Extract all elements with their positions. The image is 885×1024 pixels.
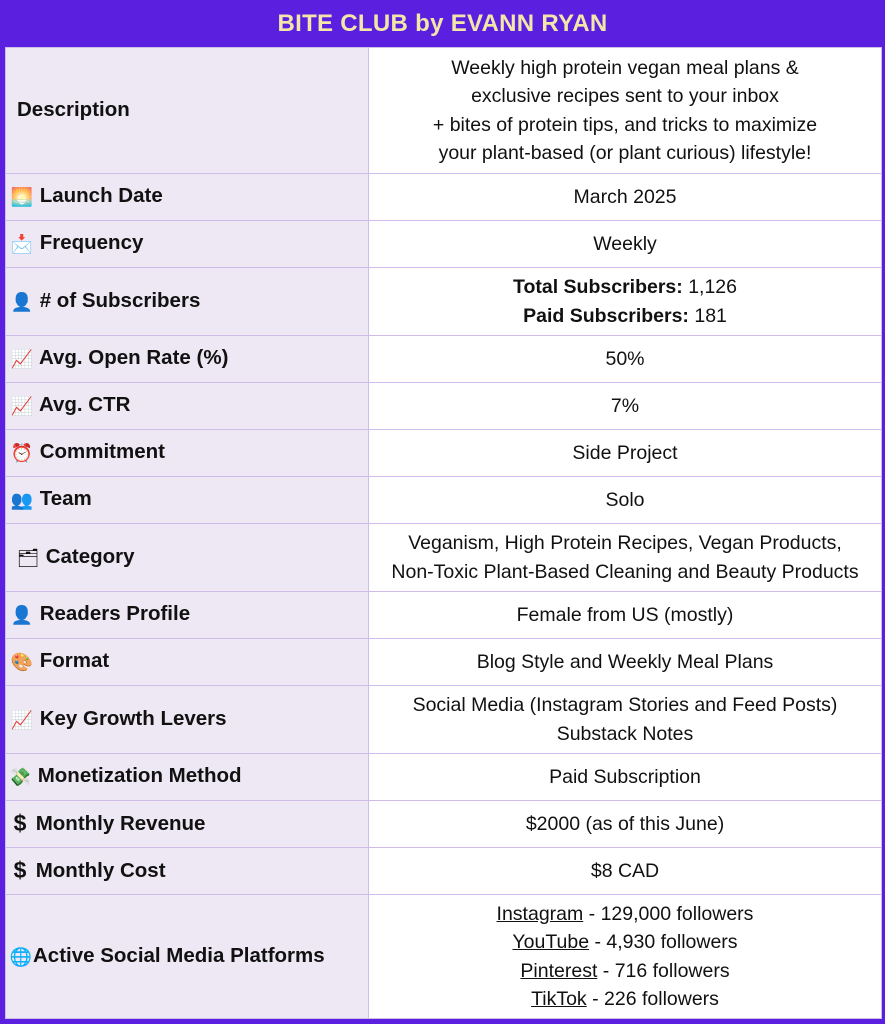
row-monthly-cost	[6, 848, 882, 895]
label-cell	[6, 430, 369, 477]
row-social-platforms	[6, 895, 882, 1019]
palette-icon: 🎨	[10, 652, 34, 673]
value-cell: March 2025	[369, 174, 882, 221]
label-cell	[6, 383, 369, 430]
total-subscribers-key: Total Subscribers:	[513, 276, 683, 298]
growth-lever-line: Substack Notes	[556, 722, 694, 745]
dollar-sign-icon: $	[13, 810, 27, 837]
row-label: Monetization Method	[37, 764, 242, 788]
platform-line	[369, 985, 881, 1014]
value-cell	[369, 524, 882, 592]
inbox-envelope-icon: 📩	[10, 234, 34, 255]
label-cell	[6, 592, 369, 639]
row-label: Avg. Open Rate (%)	[38, 346, 229, 370]
row-label: Avg. CTR	[38, 393, 131, 417]
row-monetization	[6, 754, 882, 801]
row-label: Launch Date	[39, 184, 163, 208]
row-label: Monthly Revenue	[35, 812, 206, 836]
value-cell	[369, 48, 882, 174]
row-open-rate	[6, 336, 882, 383]
sunrise-icon: 🌅	[10, 187, 34, 208]
total-subscribers	[369, 273, 881, 302]
platform-followers: - 716 followers	[597, 959, 730, 982]
label-cell	[6, 477, 369, 524]
value-cell: Side Project	[369, 430, 882, 477]
value-cell: Blog Style and Weekly Meal Plans	[369, 639, 882, 686]
label-cell	[6, 686, 369, 754]
description-line: Weekly high protein vegan meal plans &	[451, 56, 799, 79]
paid-subscribers-key: Paid Subscribers:	[523, 304, 689, 327]
instagram-link[interactable]: Instagram	[496, 902, 584, 925]
page-title: BITE CLUB by EVANN RYAN	[277, 9, 608, 37]
description-line: exclusive recipes sent to your inbox	[471, 85, 779, 107]
paid-subscribers-value: 181	[694, 304, 727, 327]
paid-subscribers	[369, 302, 881, 331]
label-cell	[6, 48, 369, 174]
row-category	[6, 524, 882, 592]
value-cell	[369, 895, 882, 1019]
row-label: Monthly Cost	[35, 859, 166, 883]
chart-increasing-icon: 📈	[10, 396, 34, 417]
platform-followers: - 226 followers	[586, 988, 719, 1010]
description-line: + bites of protein tips, and tricks to maximize	[432, 113, 818, 136]
label-cell	[6, 848, 369, 895]
folder-icon: 🗂	[16, 547, 40, 568]
row-commitment	[6, 430, 882, 477]
label-cell	[6, 524, 369, 592]
row-ctr	[6, 383, 882, 430]
person-icon: 👤	[10, 605, 34, 626]
row-subscribers	[6, 268, 882, 336]
row-label: Readers Profile	[39, 602, 191, 626]
platform-followers: - 129,000 followers	[583, 902, 754, 925]
value-cell: Paid Subscription	[369, 754, 882, 801]
row-label: Commitment	[39, 440, 165, 464]
money-with-wings-icon: 💸	[8, 767, 32, 788]
globe-icon: 🌐	[9, 946, 33, 967]
label-cell	[6, 754, 369, 801]
tiktok-link[interactable]: TikTok	[531, 988, 587, 1010]
growth-lever-line: Social Media (Instagram Stories and Feed Posts)	[412, 694, 838, 716]
pinterest-link[interactable]: Pinterest	[520, 959, 598, 982]
label-cell	[6, 268, 369, 336]
person-icon: 👤	[10, 291, 34, 312]
newsletter-info-table	[5, 47, 882, 1019]
platform-line	[369, 928, 881, 957]
youtube-link[interactable]: YouTube	[512, 931, 590, 953]
value-cell	[369, 268, 882, 336]
row-readers-profile	[6, 592, 882, 639]
value-cell: $2000 (as of this June)	[369, 801, 882, 848]
platform-line	[369, 957, 881, 986]
row-label: Frequency	[39, 231, 144, 255]
alarm-clock-icon: ⏰	[10, 443, 34, 464]
label-cell	[6, 336, 369, 383]
category-line: Veganism, High Protein Recipes, Vegan Products,	[408, 532, 842, 554]
value-cell: 50%	[369, 336, 882, 383]
label-cell	[6, 639, 369, 686]
value-cell: Solo	[369, 477, 882, 524]
label-cell	[6, 174, 369, 221]
label-cell	[6, 895, 369, 1019]
row-label: # of Subscribers	[39, 288, 201, 312]
row-label: Key Growth Levers	[39, 706, 227, 730]
value-cell: 7%	[369, 383, 882, 430]
value-cell: Weekly	[369, 221, 882, 268]
row-label: Description	[17, 98, 130, 122]
chart-increasing-icon: 📈	[10, 349, 34, 370]
row-growth-levers	[6, 686, 882, 754]
row-frequency	[6, 221, 882, 268]
row-monthly-revenue	[6, 801, 882, 848]
category-line: Non-Toxic Plant-Based Cleaning and Beauty Products	[391, 560, 859, 583]
row-label: Active Social Media Platforms	[33, 943, 325, 967]
row-launch-date	[6, 174, 882, 221]
description-line: your plant-based (or plant curious) lifestyle!	[438, 142, 812, 164]
row-description	[6, 48, 882, 174]
label-cell	[6, 801, 369, 848]
value-cell: $8 CAD	[369, 848, 882, 895]
platform-followers: - 4,930 followers	[589, 931, 738, 953]
people-icon: 👥	[10, 490, 34, 511]
row-label: Format	[39, 649, 110, 673]
platform-line	[369, 900, 881, 929]
row-label: Team	[39, 487, 92, 511]
value-cell: Female from US (mostly)	[369, 592, 882, 639]
row-team	[6, 477, 882, 524]
value-cell	[369, 686, 882, 754]
row-label: Category	[45, 544, 135, 568]
dollar-sign-icon: $	[13, 857, 27, 884]
chart-increasing-icon: 📈	[10, 709, 34, 730]
total-subscribers-value: 1,126	[688, 276, 737, 298]
row-format	[6, 639, 882, 686]
label-cell	[6, 221, 369, 268]
